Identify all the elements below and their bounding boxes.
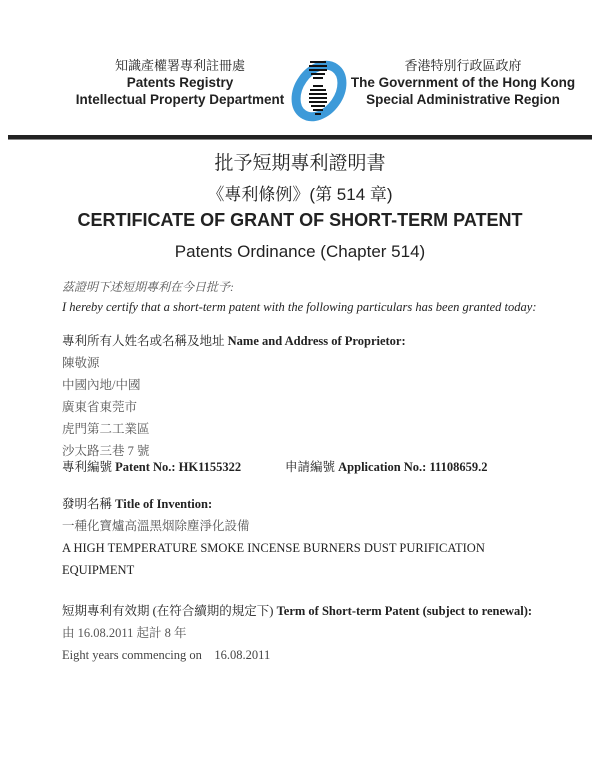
hksar-emblem-logo	[283, 55, 353, 125]
term-label-cn: 短期專利有效期	[62, 604, 150, 618]
department-name: Intellectual Property Department	[75, 92, 285, 107]
invention-title-en: A HIGH TEMPERATURE SMOKE INCENSE BURNERS DUST PURIFICATION	[62, 541, 485, 555]
government-name-line2: Special Administrative Region	[366, 92, 560, 107]
proprietor-address-line: 虎門第二工業區	[62, 422, 150, 436]
application-number-label-cn: 申請編號	[285, 460, 336, 474]
proprietor-section	[62, 330, 406, 462]
registry-name-en: Patents Registry	[126, 75, 234, 90]
proprietor-address-line: 沙太路三巷 7 號	[62, 444, 150, 458]
proprietor-label-cn: 專利所有人姓名或名稱及地址	[62, 334, 225, 348]
invention-section	[62, 493, 485, 581]
registry-name-cn: 知識產權署專利註冊處	[114, 58, 245, 73]
government-name-line1: The Government of the Hong Kong	[350, 75, 576, 90]
certificate-title-cn: 批予短期專利證明書	[214, 153, 386, 174]
proprietor-name: 陳敬源	[62, 356, 100, 370]
proprietor-address-line: 廣東省東莞市	[62, 400, 138, 414]
certify-statement-cn: 茲證明下述短期專利在今日批予:	[62, 280, 234, 294]
patents-registry-header	[75, 57, 285, 108]
government-name-cn: 香港特別行政區政府	[404, 58, 522, 73]
patent-number	[62, 456, 241, 478]
certify-statement-en: I hereby certify that a short-term patent with the following particulars has been granted today:	[62, 300, 537, 314]
term-start-date: 16.08.2011	[214, 648, 271, 662]
proprietor-address-line: 中國內地/中國	[62, 378, 141, 392]
term-section	[62, 600, 532, 666]
proprietor-label-en: Name and Address of Proprietor:	[227, 334, 406, 348]
ordinance-cn: 《專利條例》(第 514 章)	[207, 185, 393, 204]
invention-title-en-cont: EQUIPMENT	[62, 563, 135, 577]
hksar-government-header	[348, 57, 578, 108]
invention-label-cn: 發明名稱	[62, 497, 113, 511]
certificate-title-en: CERTIFICATE OF GRANT OF SHORT-TERM PATENT	[77, 210, 523, 230]
term-label-en: Term of Short-term Patent (subject to renewal):	[276, 604, 533, 618]
term-value-cn: 由 16.08.2011 起計 8 年	[62, 626, 187, 640]
term-label-cn-paren: (在符合續期的規定下)	[152, 604, 274, 618]
application-number	[285, 456, 487, 478]
invention-title-cn: 一種化寶爐高溫黑烟除塵淨化設備	[62, 519, 250, 533]
term-value-en: Eight years commencing on	[62, 648, 202, 662]
application-number-value: Application No.: 11108659.2	[338, 460, 488, 474]
invention-label-en: Title of Invention:	[115, 497, 213, 511]
header-divider	[8, 135, 592, 140]
patent-number-value: Patent No.: HK1155322	[115, 460, 242, 474]
ordinance-en: Patents Ordinance (Chapter 514)	[174, 242, 426, 261]
patent-number-label-cn: 專利編號	[62, 460, 113, 474]
